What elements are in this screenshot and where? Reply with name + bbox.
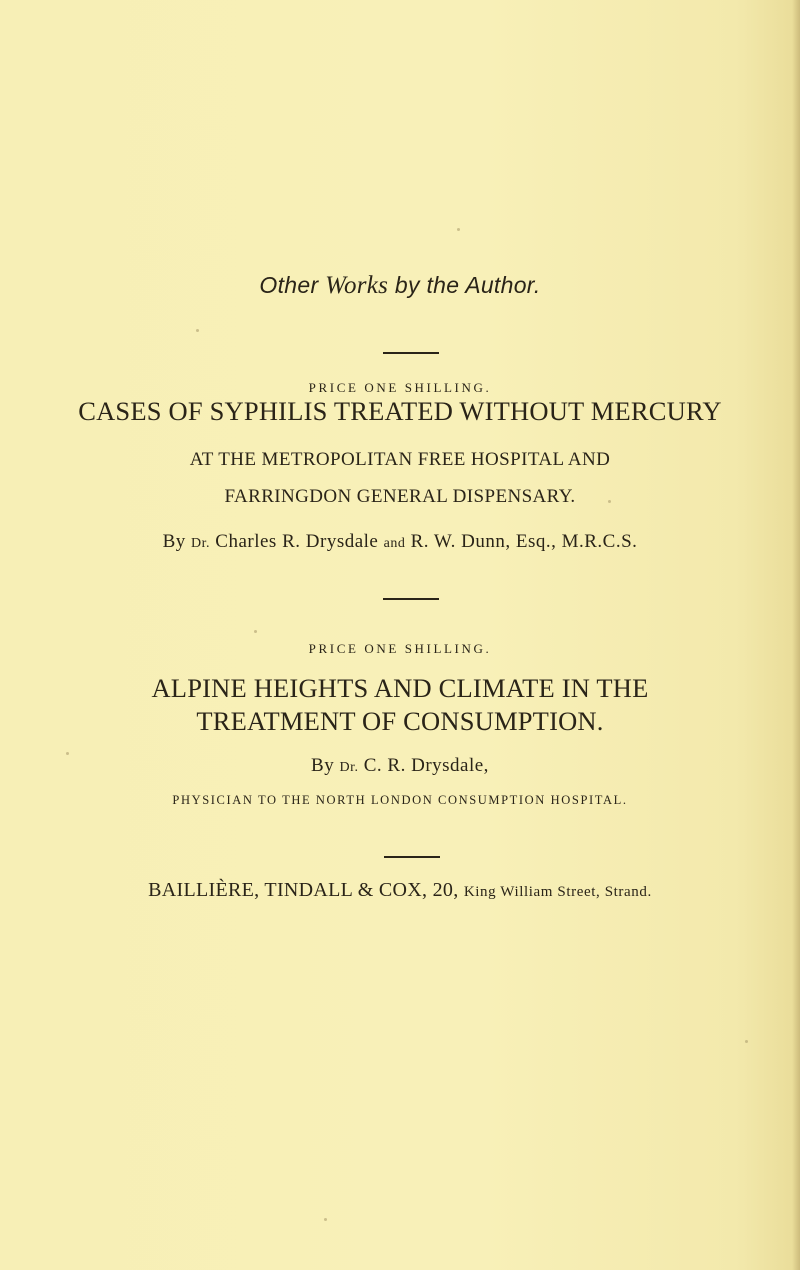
author-initials: C. R. (363, 755, 406, 776)
page-edge-shadow (792, 0, 800, 1270)
coauthor-esq: Esq., (515, 531, 557, 552)
paper-speck (745, 1040, 748, 1043)
divider-rule-1 (383, 352, 439, 354)
book2-byline (0, 755, 800, 777)
paper-speck (254, 630, 257, 633)
author-initial: R. (282, 531, 301, 552)
paper-speck (457, 228, 460, 231)
divider-rule-2 (383, 598, 439, 600)
publisher-imprint (0, 879, 800, 902)
and-word: and (383, 536, 406, 551)
book2-price: PRICE ONE SHILLING. (308, 641, 492, 656)
page-heading (0, 272, 800, 300)
by-word: By (162, 531, 186, 552)
coauthor-surname: Dunn, (461, 531, 511, 552)
book2-title-line2: TREATMENT OF CONSUMPTION. (196, 706, 604, 736)
paper-speck (324, 1218, 327, 1221)
by-word: By (311, 755, 335, 776)
heading-word-works: Works (325, 272, 389, 299)
heading-rest: by the Author. (394, 272, 541, 298)
book1-title-line3: FARRINGDON GENERAL DISPENSARY. (224, 486, 576, 507)
author-title: Dr. (191, 536, 211, 551)
author-surname: Drysdale (305, 531, 379, 552)
heading-word-other: Other (259, 272, 319, 298)
book2-affiliation: PHYSICIAN TO THE NORTH LONDON CONSUMPTION HOSPITAL. (172, 793, 628, 807)
book2-title-line1: ALPINE HEIGHTS AND CLIMATE IN THE (151, 673, 649, 703)
book1-title-line2: AT THE METROPOLITAN FREE HOSPITAL AND (189, 449, 611, 470)
publisher-address: King William Street, Strand. (463, 884, 652, 900)
book1-price: PRICE ONE SHILLING. (308, 380, 492, 395)
coauthor-degree: M.R.C.S. (561, 531, 638, 552)
publisher-name: BAILLIÈRE, TINDALL & COX, 20, (148, 879, 459, 901)
divider-rule-3 (384, 856, 440, 858)
author-surname: Drysdale, (411, 755, 489, 776)
coauthor-initials: R. W. (410, 531, 456, 552)
paper-speck (196, 329, 199, 332)
author-title: Dr. (339, 760, 359, 775)
author-name: Charles (215, 531, 277, 552)
book1-title-line1: CASES OF SYPHILIS TREATED WITHOUT MERCURY (78, 396, 722, 426)
book1-byline (0, 531, 800, 553)
